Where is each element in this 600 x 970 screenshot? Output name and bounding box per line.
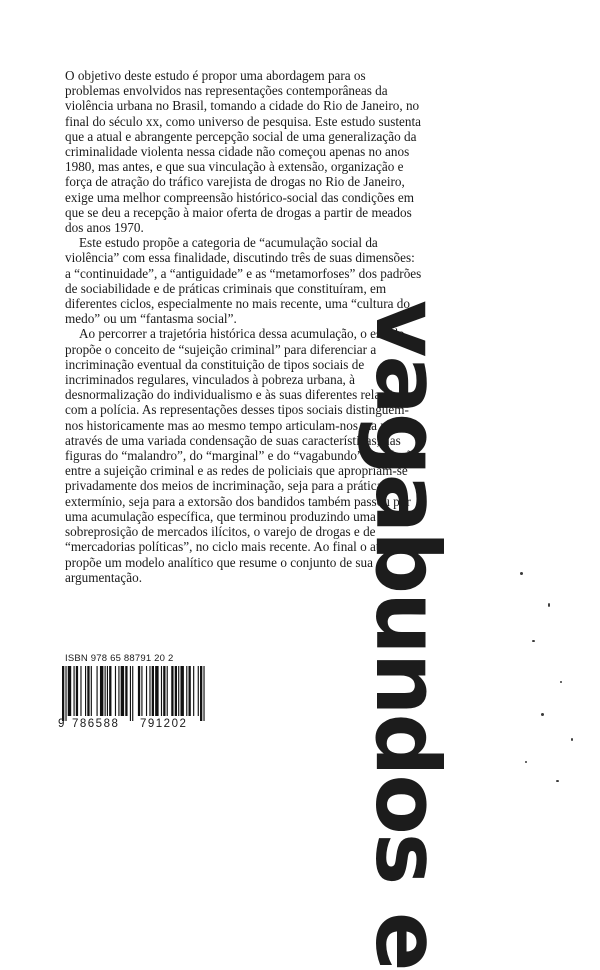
barcode-bar xyxy=(161,666,162,716)
barcode-bar xyxy=(91,666,92,716)
barcode-bar xyxy=(105,666,106,716)
barcode-bar xyxy=(115,666,116,716)
barcode-bar xyxy=(76,666,78,716)
barcode-bar xyxy=(130,666,131,721)
barcode-bar xyxy=(97,666,98,716)
barcode-bar xyxy=(193,666,194,716)
barcode-bar xyxy=(87,666,89,716)
barcode-bar xyxy=(178,666,179,716)
barcode-bar xyxy=(138,666,140,716)
vertical-title-text: vagabundos e xyxy=(356,300,459,970)
barcode-bar xyxy=(68,666,71,716)
barcode-bar xyxy=(171,666,173,716)
barcode-bar xyxy=(152,666,154,716)
barcode-bar xyxy=(146,666,147,716)
barcode-bar xyxy=(141,666,142,716)
barcode-bar xyxy=(200,666,202,721)
barcode-bar xyxy=(149,666,150,716)
blurb-paragraph-1: O objetivo deste estudo é propor uma abordagem para os problemas envolvidos nas representações contemporâneas da violência urbana no Brasil, tomando a cidade do Rio de Janeiro, no final do século xx, como universo de pesquisa. Este estudo sustenta que a atual e abrangente percepção social de uma generalização da criminalidade violenta nessa cidade não começou apenas no anos 1980, mas antes, e que sua vinculação à extensão, organização e força de atração do tráfico varejista de drogas no Rio de Janeiro, exige uma melhor compreensão histórico-social das condições em que se deu a recepção à maior oferta de drogas a partir de meados dos anos 1970. xyxy=(65,68,421,236)
barcode-bar xyxy=(118,666,119,716)
barcode-bar xyxy=(198,666,199,716)
barcode-bar xyxy=(163,666,165,716)
barcode-digits-left: 786588 xyxy=(72,718,120,730)
barcode-bar xyxy=(65,666,66,721)
barcode-bars xyxy=(58,666,208,721)
barcode-bar xyxy=(100,666,103,716)
barcode-bar xyxy=(132,666,133,721)
barcode-bar xyxy=(62,666,64,721)
barcode-bar xyxy=(167,666,168,716)
barcode-digit-lead: 9 xyxy=(58,718,65,730)
barcode-bar xyxy=(85,666,86,716)
barcode-bar xyxy=(189,666,191,716)
barcode-digits xyxy=(58,718,208,730)
barcode-bar xyxy=(74,666,75,716)
blurb-paragraph-2: Este estudo propõe a categoria de “acumulação social da violência” com essa finalidade, discutindo três de suas dimensões: a “continuidade”, a “antiguidade” e as “metamorfoses” dos padrões de sociabilidade e de práticas criminais que constituíram, em diferentes ciclos, especialmente no mais recente, uma “cultura do medo” ou um “fantasma social”. xyxy=(65,235,422,327)
barcode-bar xyxy=(109,666,111,716)
barcode-digits-right: 791202 xyxy=(140,718,188,730)
barcode-bar xyxy=(203,666,204,721)
blurb-paragraph-3: Ao percorrer a trajetória histórica dessa acumulação, o estudo propõe o conceito de “sujeição criminal” para diferenciar a incriminação eventual da constituição de tipos sociais de incriminados regulares, vinculados à pobreza urbana, à desnormalização do individualismo e às suas diferentes relações com a polícia. As representações desses tipos sociais distinguem-nos historicamente mas ao mesmo tempo articulam-nos, na prática, através de uma variada condensação de suas características, nas figuras do “malandro”, do “marginal” e do “vagabundo”. A relação entre a sujeição criminal e as redes de policiais que apropriam-se privadamente dos meios de incriminação, seja para a prática do extermínio, seja para a extorsão dos bandidos também passou por uma acumulação específica, que terminou produzindo uma sobreprosição de mercados ilícitos, o varejo de drogas e de “mercadorias políticas”, no ciclo mais recente. Ao final o autor propõe um modelo analítico que resume o conjunto de sua argumentação. xyxy=(65,326,420,585)
barcode-bar xyxy=(125,666,127,716)
barcode-bar xyxy=(121,666,124,716)
barcode-bar xyxy=(107,666,108,716)
isbn-label: ISBN 978 65 88791 20 2 xyxy=(65,653,174,664)
barcode-bar xyxy=(186,666,187,716)
barcode-bar xyxy=(175,666,177,716)
barcode-bar xyxy=(180,666,183,716)
barcode-bar xyxy=(155,666,158,716)
barcode-bar xyxy=(80,666,81,716)
